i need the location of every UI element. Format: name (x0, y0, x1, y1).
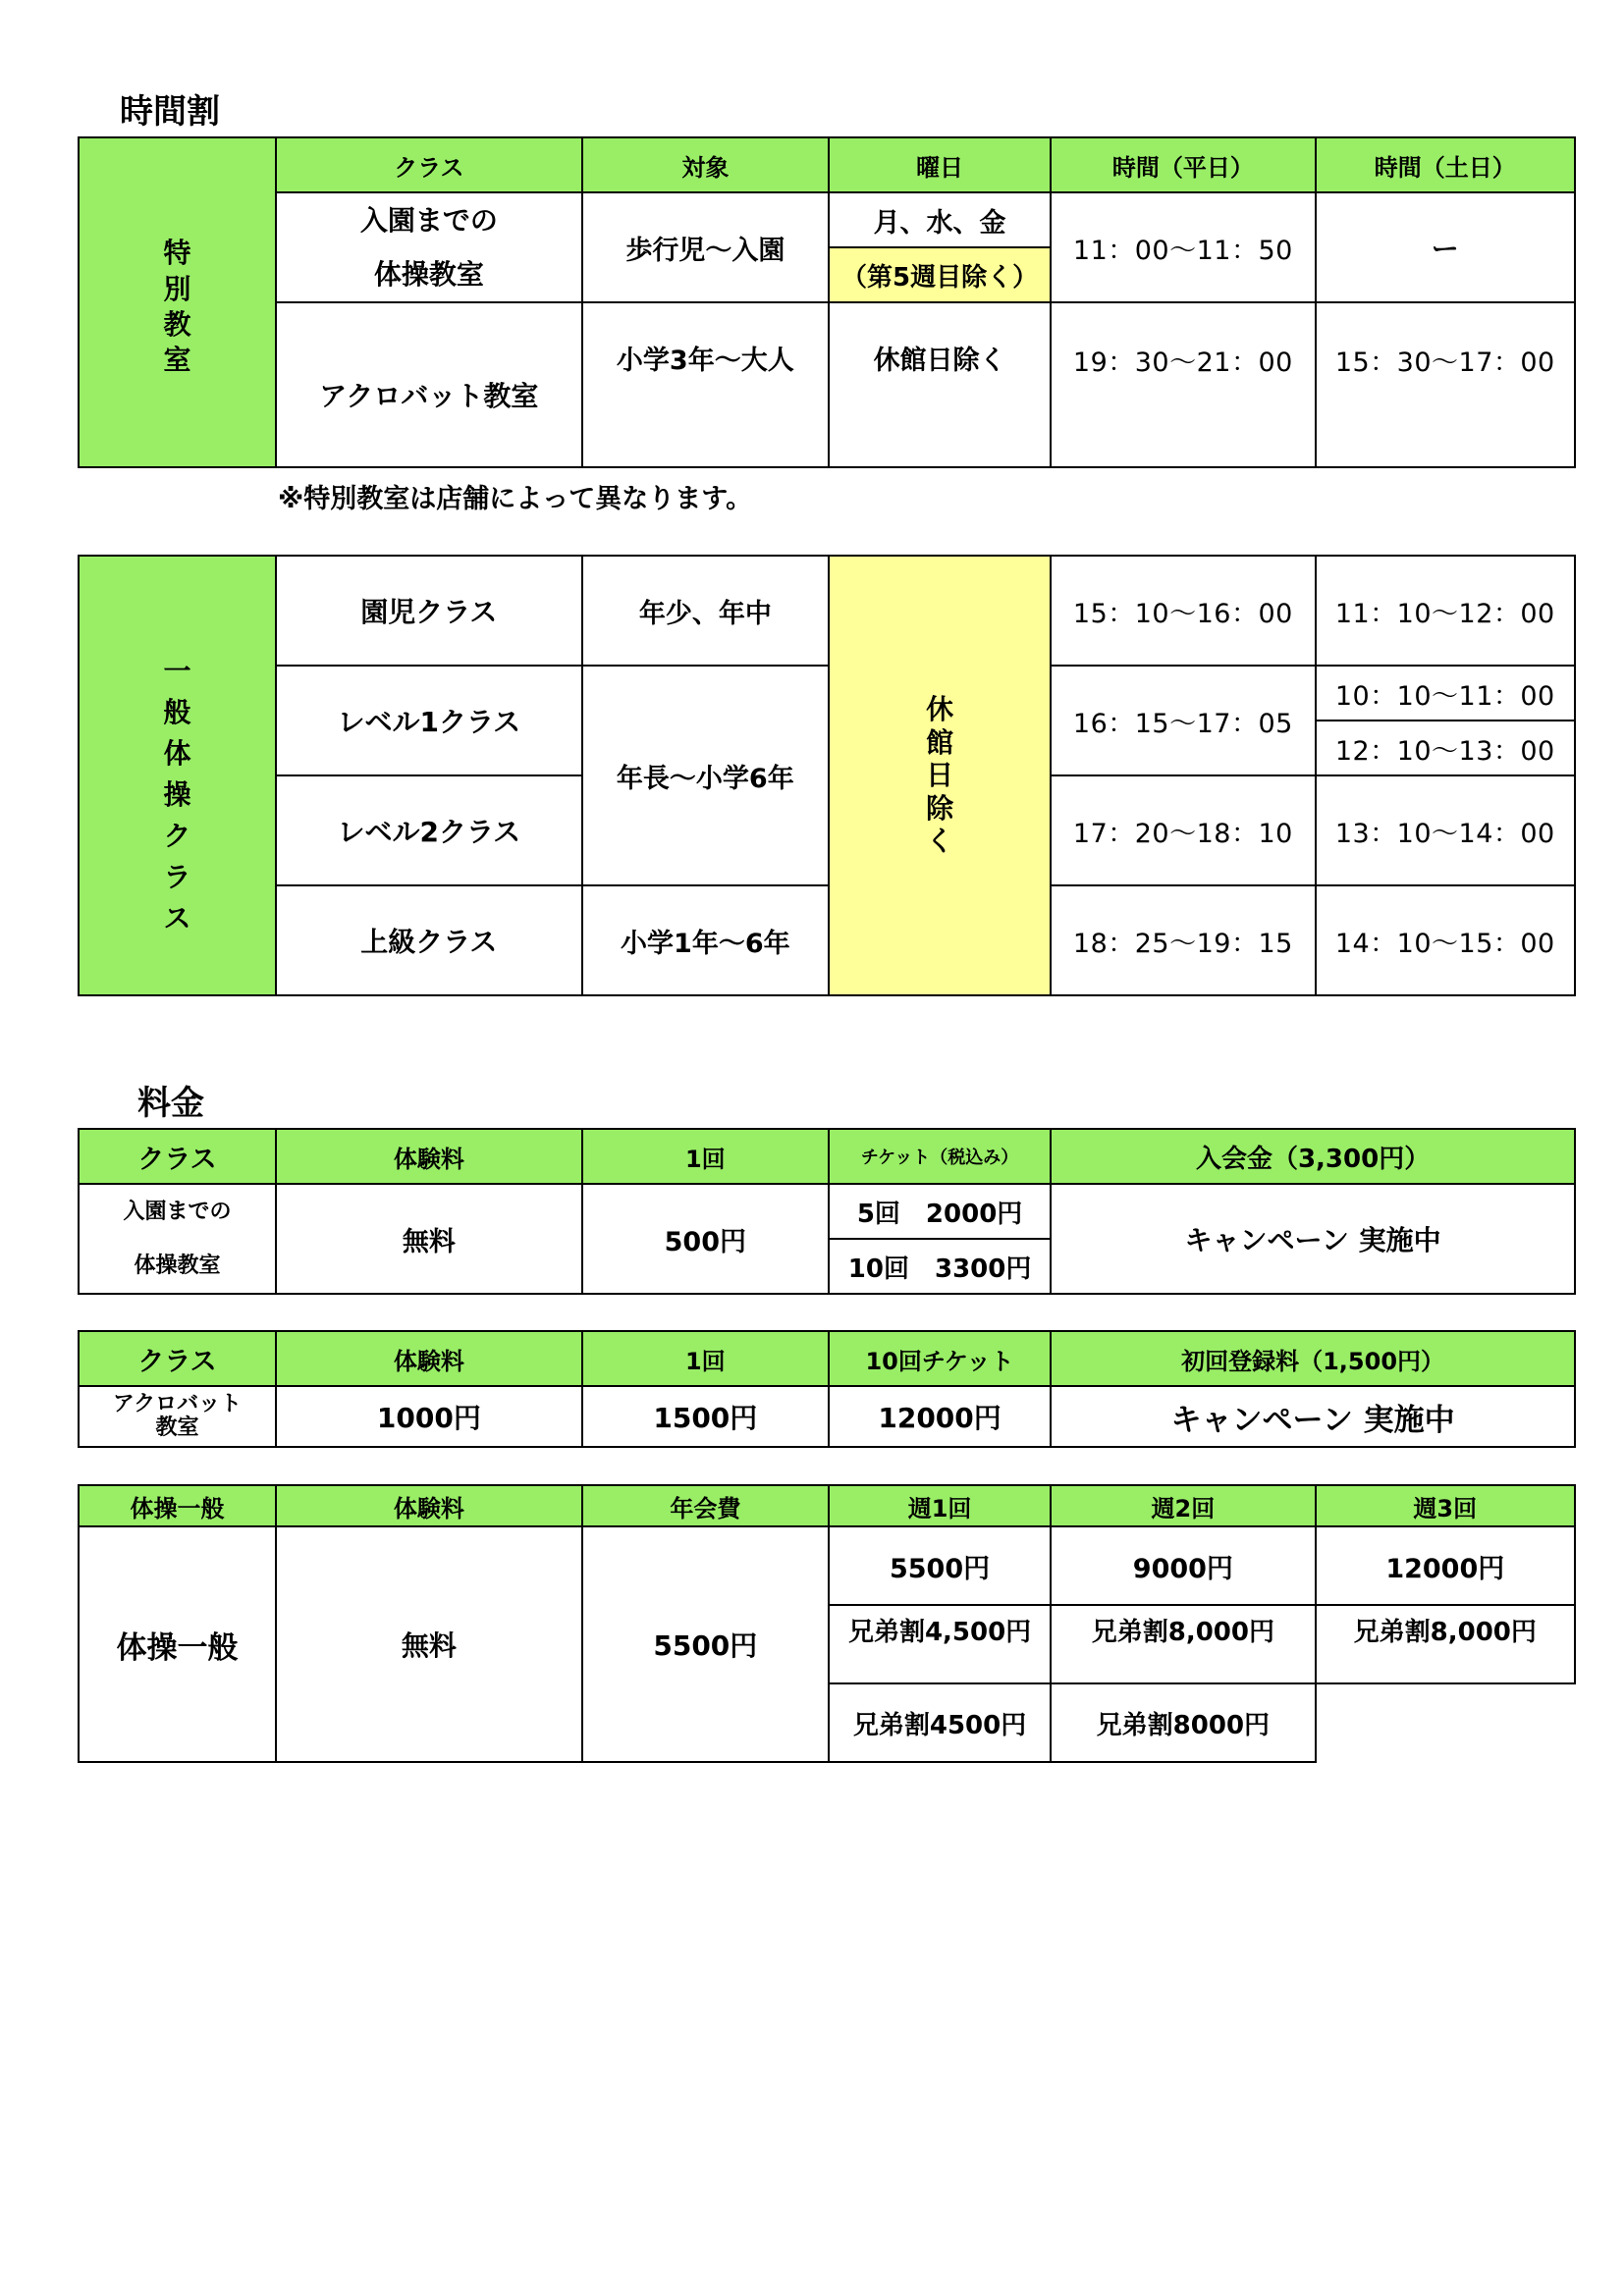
fee3-week3-price: 12000円 (1316, 1526, 1575, 1605)
weekend-time-pre-kinder: ー (1316, 192, 1575, 302)
header-class: クラス (276, 137, 582, 192)
fee1-ticket-5: 5回 2000円 (829, 1184, 1051, 1239)
weekday-time-pre-kinder: 11：00～11：50 (1051, 192, 1315, 302)
fee3-week2-sibling: 兄弟割8,000円 (1051, 1605, 1315, 1683)
fee3-header-week3: 週3回 (1316, 1485, 1575, 1526)
general-day: 休 館 日 除 く (829, 556, 1051, 995)
class-acrobat: アクロバット教室 (276, 302, 582, 467)
target-kinder: 年少、年中 (582, 556, 829, 666)
fee3-header-week1: 週1回 (829, 1485, 1051, 1526)
header-target: 対象 (582, 137, 829, 192)
special-class-label: 特 別 教 室 (79, 137, 276, 467)
target-acrobat: 小学3年～大人 (582, 302, 829, 467)
fee2-single: 1500円 (582, 1386, 829, 1447)
weekday-time-level2: 17：20～18：10 (1051, 775, 1315, 885)
weekend-time-kinder: 11：10～12：00 (1316, 556, 1575, 666)
fee2-ticket: 12000円 (829, 1386, 1051, 1447)
fee2-campaign: キャンペーン 実施中 (1051, 1386, 1575, 1447)
general-class-label: 一 般 体 操 ク ラ ス (79, 556, 276, 995)
fee3-header-trial: 体験料 (276, 1485, 582, 1526)
class-advanced: 上級クラス (276, 885, 582, 995)
fee1-campaign: キャンペーン 実施中 (1051, 1184, 1575, 1294)
special-class-note: ※特別教室は店舗によって異なります。 (278, 484, 753, 514)
fee2-trial: 1000円 (276, 1386, 582, 1447)
fee1-header-single: 1回 (582, 1129, 829, 1184)
general-schedule-table (78, 555, 1576, 996)
fee3-empty-cell (1316, 1683, 1575, 1762)
fee1-header-trial: 体験料 (276, 1129, 582, 1184)
fee1-header-entrance: 入会金（3,300円） (1051, 1129, 1575, 1184)
day-pre-kinder: 月、水、金 (829, 192, 1051, 247)
class-level1: レベル1クラス (276, 666, 582, 775)
day-exception-pre-kinder: （第5週目除く） (829, 247, 1051, 302)
fee3-week1-price: 5500円 (829, 1526, 1051, 1605)
class-pre-kinder: 入園までの 体操教室 (276, 192, 582, 302)
fee3-week1-sibling-alt: 兄弟割4500円 (829, 1683, 1051, 1762)
class-level2: レベル2クラス (276, 775, 582, 885)
fee3-week1-sibling: 兄弟割4,500円 (829, 1605, 1051, 1683)
fee2-header-single: 1回 (582, 1331, 829, 1386)
fee3-annual: 5500円 (582, 1526, 829, 1762)
fee1-single: 500円 (582, 1184, 829, 1294)
fee3-trial: 無料 (276, 1526, 582, 1762)
fee3-header-annual: 年会費 (582, 1485, 829, 1526)
fee2-header-ticket: 10回チケット (829, 1331, 1051, 1386)
fee3-header-class: 体操一般 (79, 1485, 276, 1526)
fee-table-pre-kinder (78, 1128, 1576, 1295)
fee3-week2-price: 9000円 (1051, 1526, 1315, 1605)
weekday-time-acrobat: 19：30～21：00 (1051, 302, 1315, 467)
special-schedule-table (78, 136, 1576, 468)
fee3-week3-sibling: 兄弟割8,000円 (1316, 1605, 1575, 1683)
fee1-header-ticket: チケット（税込み） (829, 1129, 1051, 1184)
fee1-ticket-10: 10回 3300円 (829, 1239, 1051, 1294)
fee1-trial: 無料 (276, 1184, 582, 1294)
weekday-time-level1: 16：15～17：05 (1051, 666, 1315, 775)
fee1-class: 入園までの 体操教室 (79, 1184, 276, 1294)
fees-heading: 料金 (137, 1084, 204, 1123)
day-acrobat: 休館日除く (829, 302, 1051, 467)
weekend-time-level1-b: 12：10～13：00 (1316, 721, 1575, 775)
class-kinder: 園児クラス (276, 556, 582, 666)
weekday-time-kinder: 15：10～16：00 (1051, 556, 1315, 666)
fee1-header-class: クラス (79, 1129, 276, 1184)
weekend-time-level1-a: 10：10～11：00 (1316, 666, 1575, 721)
weekend-time-acrobat: 15：30～17：00 (1316, 302, 1575, 467)
target-advanced: 小学1年～6年 (582, 885, 829, 995)
fee2-header-trial: 体験料 (276, 1331, 582, 1386)
header-weekday-time: 時間（平日） (1051, 137, 1315, 192)
schedule-heading: 時間割 (120, 92, 220, 132)
fee2-header-registration: 初回登録料（1,500円） (1051, 1331, 1575, 1386)
fee3-week2-sibling-alt: 兄弟割8000円 (1051, 1683, 1315, 1762)
fee2-header-class: クラス (79, 1331, 276, 1386)
fee2-class: アクロバット 教室 (79, 1386, 276, 1447)
target-pre-kinder: 歩行児～入園 (582, 192, 829, 302)
weekday-time-advanced: 18：25～19：15 (1051, 885, 1315, 995)
fee3-class: 体操一般 (79, 1526, 276, 1762)
fee3-header-week2: 週2回 (1051, 1485, 1315, 1526)
weekend-time-level2: 13：10～14：00 (1316, 775, 1575, 885)
target-level: 年長～小学6年 (582, 666, 829, 885)
weekend-time-advanced: 14：10～15：00 (1316, 885, 1575, 995)
fee-table-general (78, 1484, 1576, 1763)
header-day: 曜日 (829, 137, 1051, 192)
header-weekend-time: 時間（土日） (1316, 137, 1575, 192)
fee-table-acrobat (78, 1330, 1576, 1448)
